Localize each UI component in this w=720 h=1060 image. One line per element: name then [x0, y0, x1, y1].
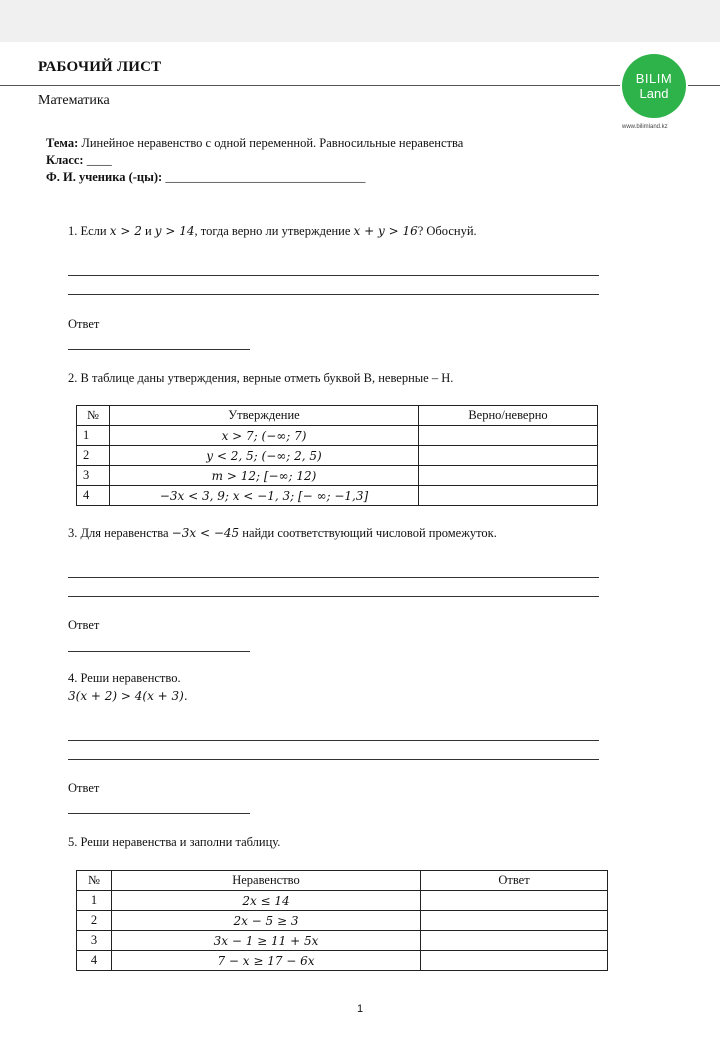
- class-label: Класс:: [46, 153, 84, 167]
- topic-line: [46, 136, 463, 151]
- row-num: 1: [77, 426, 110, 446]
- q1-math-2: y > 14: [154, 224, 195, 238]
- q3-write-line-1: [68, 577, 599, 578]
- row-num: 2: [77, 911, 112, 931]
- question-2: 2. В таблице даны утверждения, верные отметь буквой В, неверные – Н.: [68, 371, 454, 385]
- header-divider: [0, 85, 720, 86]
- q3-math-1: −3x < −45: [171, 526, 240, 540]
- table-row: [77, 911, 608, 931]
- logo-url: www.bilimland.kz: [622, 124, 668, 130]
- table-row: [77, 951, 608, 971]
- q4-math: 3(x + 2) > 4(x + 3).: [68, 689, 188, 703]
- q1-answer-line: [68, 349, 250, 350]
- q1-write-line-2: [68, 294, 599, 295]
- q4-answer-label: Ответ: [68, 781, 100, 795]
- row-num: 1: [77, 891, 112, 911]
- header-cell-answer: Ответ: [421, 871, 608, 891]
- row-num: 4: [77, 951, 112, 971]
- table-row: [77, 891, 608, 911]
- q3-answer-label: Ответ: [68, 618, 100, 632]
- class-line: [46, 153, 112, 168]
- student-label: Ф. И. ученика (-цы):: [46, 170, 163, 184]
- subject-title: Математика: [38, 93, 110, 108]
- q3-answer-line: [68, 651, 250, 652]
- row-answer-cell[interactable]: [421, 891, 608, 911]
- header-cell-statement: Утверждение: [110, 406, 419, 426]
- table-row: [77, 486, 598, 506]
- table-header-row: [77, 406, 598, 426]
- row-inequality: 3x − 1 ≥ 11 + 5x: [112, 931, 421, 951]
- row-inequality: 2x ≤ 14: [112, 891, 421, 911]
- row-inequality: 2x − 5 ≥ 3: [112, 911, 421, 931]
- header-cell-num: №: [77, 406, 110, 426]
- table-row: [77, 446, 598, 466]
- q3-text-2: найди соответствующий числовой промежуток.: [239, 526, 497, 540]
- row-answer-cell[interactable]: [419, 446, 598, 466]
- q3-text-1: 3. Для неравенства: [68, 526, 172, 540]
- question-4-expression: [68, 688, 188, 705]
- q4-answer-line: [68, 813, 250, 814]
- q1-answer-label: Ответ: [68, 317, 100, 331]
- question-5: 5. Реши неравенства и заполни таблицу.: [68, 835, 281, 849]
- question-3: [68, 525, 497, 542]
- q1-math-3: x + y > 16: [353, 224, 418, 238]
- row-answer-cell[interactable]: [419, 466, 598, 486]
- row-statement: y < 2, 5; (−∞; 2, 5): [110, 446, 419, 466]
- q1-write-line-1: [68, 275, 599, 276]
- q3-write-line-2: [68, 596, 599, 597]
- q4-write-line-1: [68, 740, 599, 741]
- student-blank: ________________________________: [165, 170, 366, 184]
- row-answer-cell[interactable]: [419, 486, 598, 506]
- logo-text-bilim: BILIM: [635, 71, 673, 86]
- q1-text-4: ? Обоснуй.: [417, 224, 477, 238]
- row-num: 2: [77, 446, 110, 466]
- header-cell-num: №: [77, 871, 112, 891]
- row-num: 4: [77, 486, 110, 506]
- row-answer-cell[interactable]: [421, 931, 608, 951]
- question-4: 4. Реши неравенство.: [68, 671, 181, 685]
- row-statement: m > 12; [−∞; 12): [110, 466, 419, 486]
- row-answer-cell[interactable]: [421, 911, 608, 931]
- header-cell-verdict: Верно/неверно: [419, 406, 598, 426]
- worksheet-title: РАБОЧИЙ ЛИСТ: [38, 59, 162, 75]
- q2-table: [76, 405, 598, 506]
- row-statement: −3x < 3, 9; x < −1, 3; [− ∞; −1,3]: [110, 486, 419, 506]
- bilimland-logo: [622, 54, 686, 118]
- question-1: [68, 223, 477, 240]
- table-header-row: [77, 871, 608, 891]
- row-statement: x > 7; (−∞; 7): [110, 426, 419, 446]
- q1-text-1: 1. Если: [68, 224, 110, 238]
- topic-value: Линейное неравенство с одной переменной. Равносильные неравенства: [81, 136, 464, 150]
- row-num: 3: [77, 931, 112, 951]
- table-row: [77, 466, 598, 486]
- table-row: [77, 931, 608, 951]
- header-cell-inequality: Неравенство: [112, 871, 421, 891]
- q1-math-1: x > 2: [109, 224, 142, 238]
- q4-write-line-2: [68, 759, 599, 760]
- student-line: [46, 170, 365, 185]
- viewer-top-bar: [0, 0, 720, 42]
- row-inequality: 7 − x ≥ 17 − 6x: [112, 951, 421, 971]
- q1-text-2: и: [141, 224, 155, 238]
- q5-table: [76, 870, 608, 971]
- logo-text-land: Land: [639, 86, 669, 101]
- row-answer-cell[interactable]: [419, 426, 598, 446]
- class-blank: ____: [86, 153, 112, 167]
- page-number: 1: [356, 1003, 364, 1015]
- q1-text-3: , тогда верно ли утверждение: [194, 224, 354, 238]
- row-answer-cell[interactable]: [421, 951, 608, 971]
- table-row: [77, 426, 598, 446]
- topic-label: Тема:: [46, 136, 79, 150]
- row-num: 3: [77, 466, 110, 486]
